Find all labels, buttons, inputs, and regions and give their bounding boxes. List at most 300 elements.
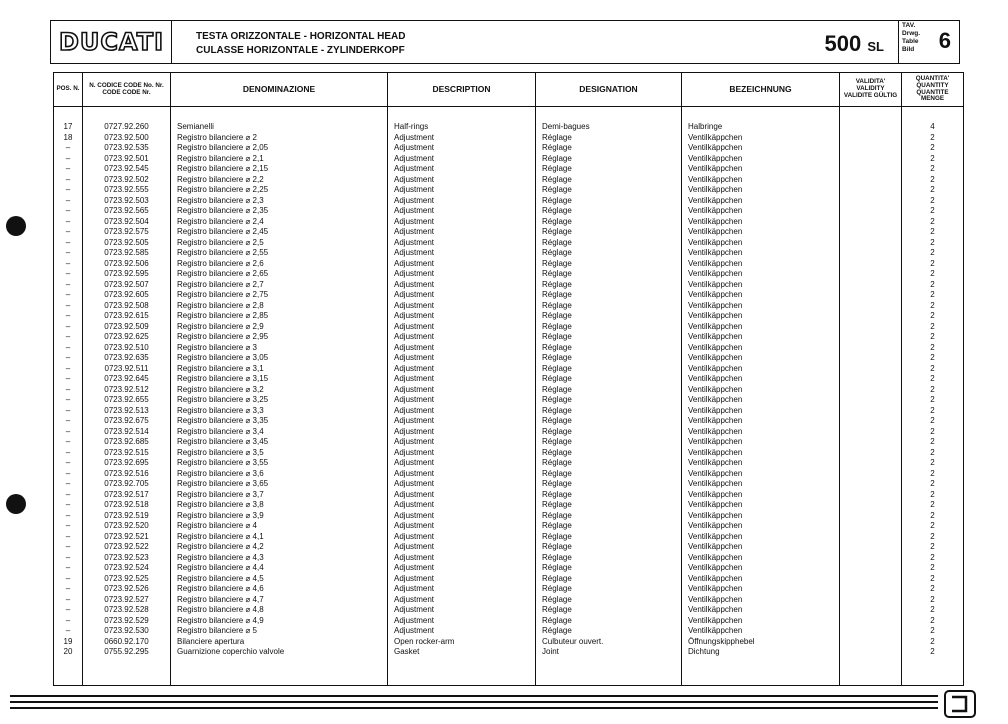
cell-desc: Adjustment [388, 542, 536, 553]
cell-qty: 2 [902, 553, 964, 564]
cell-bez: Ventilkäppchen [682, 322, 840, 333]
table-row [54, 647, 964, 658]
cell-pos: – [54, 427, 83, 438]
cell-desc: Adjustment [388, 395, 536, 406]
cell-desc: Adjustment [388, 133, 536, 144]
cell-val [840, 343, 902, 354]
cell-den: Registro bilanciere ⌀ 3,9 [171, 511, 388, 522]
cell-pos: – [54, 479, 83, 490]
table-row [54, 185, 964, 196]
cell-bez: Ventilkäppchen [682, 458, 840, 469]
cell-des: Demi-bagues [536, 122, 682, 133]
table-row [54, 511, 964, 522]
cell-bez: Ventilkäppchen [682, 406, 840, 417]
cell-val [840, 364, 902, 375]
cell-desc: Adjustment [388, 311, 536, 322]
cell-pos: – [54, 185, 83, 196]
table-row [54, 479, 964, 490]
cell-qty: 2 [902, 143, 964, 154]
cell-des: Culbuteur ouvert. [536, 637, 682, 648]
cell-code: 0723.92.527 [83, 595, 171, 606]
cell-code: 0723.92.535 [83, 143, 171, 154]
cell-bez: Ventilkäppchen [682, 248, 840, 259]
cell-desc: Gasket [388, 647, 536, 658]
cell-bez: Ventilkäppchen [682, 584, 840, 595]
cell-val [840, 647, 902, 658]
cell-den: Registro bilanciere ⌀ 2,55 [171, 248, 388, 259]
table-row [54, 374, 964, 385]
cell-des: Réglage [536, 427, 682, 438]
cell-val [840, 374, 902, 385]
cell-den: Registro bilanciere ⌀ 3,15 [171, 374, 388, 385]
cell-val [840, 175, 902, 186]
cell-des: Réglage [536, 448, 682, 459]
cell-pos: – [54, 595, 83, 606]
footer-rule [10, 701, 938, 703]
cell-den: Registro bilanciere ⌀ 2,9 [171, 322, 388, 333]
cell-desc: Adjustment [388, 605, 536, 616]
cell-des: Réglage [536, 196, 682, 207]
cell-val [840, 227, 902, 238]
cell-den: Registro bilanciere ⌀ 2,25 [171, 185, 388, 196]
cell-val [840, 500, 902, 511]
table-row [54, 395, 964, 406]
cell-qty: 2 [902, 238, 964, 249]
cell-desc: Adjustment [388, 469, 536, 480]
cell-qty: 2 [902, 406, 964, 417]
cell-desc: Adjustment [388, 227, 536, 238]
cell-pos: – [54, 238, 83, 249]
cell-bez: Ventilkäppchen [682, 143, 840, 154]
cell-des: Réglage [536, 385, 682, 396]
cell-val [840, 616, 902, 627]
cell-code: 0727.92.260 [83, 122, 171, 133]
cell-bez: Ventilkäppchen [682, 364, 840, 375]
cell-des: Réglage [536, 227, 682, 238]
table-row [54, 238, 964, 249]
cell-bez: Ventilkäppchen [682, 290, 840, 301]
parts-table [53, 72, 964, 686]
page-corner-icon [944, 690, 976, 718]
cell-desc: Adjustment [388, 143, 536, 154]
cell-code: 0723.92.529 [83, 616, 171, 627]
cell-desc: Adjustment [388, 500, 536, 511]
table-row [54, 563, 964, 574]
cell-val [840, 406, 902, 417]
cell-qty: 2 [902, 175, 964, 186]
cell-bez: Ventilkäppchen [682, 532, 840, 543]
cell-pos: – [54, 458, 83, 469]
cell-pos: – [54, 353, 83, 364]
table-header-row [54, 73, 964, 107]
cell-qty: 2 [902, 469, 964, 480]
cell-bez: Ventilkäppchen [682, 626, 840, 637]
cell-des: Réglage [536, 374, 682, 385]
cell-des: Réglage [536, 311, 682, 322]
table-row [54, 227, 964, 238]
cell-bez: Ventilkäppchen [682, 574, 840, 585]
cell-bez: Ventilkäppchen [682, 154, 840, 165]
cell-bez: Halbringe [682, 122, 840, 133]
cell-qty: 2 [902, 311, 964, 322]
cell-den: Registro bilanciere ⌀ 2,3 [171, 196, 388, 207]
cell-desc: Adjustment [388, 626, 536, 637]
cell-pos: – [54, 206, 83, 217]
cell-qty: 2 [902, 584, 964, 595]
cell-qty: 2 [902, 133, 964, 144]
cell-code: 0723.92.500 [83, 133, 171, 144]
binder-hole [6, 216, 26, 236]
cell-desc: Adjustment [388, 248, 536, 259]
tav-labels [902, 22, 920, 54]
cell-code: 0723.92.525 [83, 574, 171, 585]
cell-den: Registro bilanciere ⌀ 3,6 [171, 469, 388, 480]
cell-qty: 2 [902, 490, 964, 501]
cell-pos: – [54, 343, 83, 354]
col-quantita-header: QUANTITA' QUANTITY QUANTITE MENGE [902, 73, 964, 107]
cell-code: 0723.92.519 [83, 511, 171, 522]
cell-code: 0723.92.506 [83, 259, 171, 270]
cell-pos: – [54, 290, 83, 301]
cell-des: Réglage [536, 364, 682, 375]
cell-bez: Dichtung [682, 647, 840, 658]
cell-pos: – [54, 269, 83, 280]
cell-code: 0723.92.507 [83, 280, 171, 291]
cell-qty: 2 [902, 637, 964, 648]
cell-den: Registro bilanciere ⌀ 4,3 [171, 553, 388, 564]
cell-code: 0723.92.655 [83, 395, 171, 406]
table-row [54, 490, 964, 501]
cell-val [840, 469, 902, 480]
cell-bez: Ventilkäppchen [682, 521, 840, 532]
cell-des: Réglage [536, 563, 682, 574]
cell-code: 0723.92.514 [83, 427, 171, 438]
cell-bez: Ventilkäppchen [682, 542, 840, 553]
cell-den: Registro bilanciere ⌀ 2,5 [171, 238, 388, 249]
cell-qty: 2 [902, 458, 964, 469]
cell-bez: Ventilkäppchen [682, 553, 840, 564]
cell-pos: 20 [54, 647, 83, 658]
cell-des: Réglage [536, 133, 682, 144]
cell-code: 0723.92.521 [83, 532, 171, 543]
cell-qty: 2 [902, 500, 964, 511]
table-row [54, 637, 964, 648]
cell-qty: 2 [902, 616, 964, 627]
cell-des: Réglage [536, 532, 682, 543]
cell-code: 0723.92.504 [83, 217, 171, 228]
cell-bez: Ventilkäppchen [682, 280, 840, 291]
cell-qty: 2 [902, 185, 964, 196]
cell-des: Réglage [536, 584, 682, 595]
cell-pos: – [54, 469, 83, 480]
cell-den: Registro bilanciere ⌀ 4,6 [171, 584, 388, 595]
cell-bez: Ventilkäppchen [682, 133, 840, 144]
cell-code: 0723.92.555 [83, 185, 171, 196]
cell-den: Registro bilanciere ⌀ 2,45 [171, 227, 388, 238]
cell-qty: 2 [902, 353, 964, 364]
cell-desc: Adjustment [388, 280, 536, 291]
cell-pos: – [54, 332, 83, 343]
cell-den: Registro bilanciere ⌀ 3,55 [171, 458, 388, 469]
table-row [54, 259, 964, 270]
cell-pos: – [54, 521, 83, 532]
cell-pos: – [54, 448, 83, 459]
cell-code: 0723.92.523 [83, 553, 171, 564]
cell-val [840, 626, 902, 637]
table-row [54, 385, 964, 396]
cell-code: 0660.92.170 [83, 637, 171, 648]
cell-qty: 4 [902, 122, 964, 133]
cell-des: Réglage [536, 605, 682, 616]
table-row [54, 616, 964, 627]
cell-code: 0723.92.645 [83, 374, 171, 385]
cell-val [840, 290, 902, 301]
cell-des: Réglage [536, 217, 682, 228]
ducati-logo-box [50, 20, 172, 64]
cell-desc: Adjustment [388, 416, 536, 427]
cell-qty: 2 [902, 437, 964, 448]
cell-pos: – [54, 584, 83, 595]
cell-desc: Adjustment [388, 196, 536, 207]
cell-pos: – [54, 374, 83, 385]
cell-bez: Ventilkäppchen [682, 164, 840, 175]
cell-pos: – [54, 490, 83, 501]
cell-bez: Ventilkäppchen [682, 332, 840, 343]
table-body [54, 107, 964, 686]
cell-qty: 2 [902, 416, 964, 427]
cell-pos: – [54, 248, 83, 259]
cell-den: Registro bilanciere ⌀ 4,5 [171, 574, 388, 585]
cell-desc: Adjustment [388, 185, 536, 196]
cell-pos: – [54, 227, 83, 238]
table-row [54, 458, 964, 469]
cell-den: Registro bilanciere ⌀ 3,45 [171, 437, 388, 448]
cell-pos: – [54, 416, 83, 427]
cell-den: Registro bilanciere ⌀ 3,05 [171, 353, 388, 364]
cell-qty: 2 [902, 427, 964, 438]
cell-val [840, 196, 902, 207]
model-suffix: SL [867, 39, 884, 54]
cell-des: Réglage [536, 143, 682, 154]
title-block [171, 20, 899, 64]
cell-code: 0723.92.501 [83, 154, 171, 165]
cell-val [840, 385, 902, 396]
cell-den: Registro bilanciere ⌀ 2,05 [171, 143, 388, 154]
cell-desc: Adjustment [388, 238, 536, 249]
cell-den: Registro bilanciere ⌀ 2,65 [171, 269, 388, 280]
cell-qty: 2 [902, 269, 964, 280]
cell-bez: Ventilkäppchen [682, 259, 840, 270]
cell-den: Registro bilanciere ⌀ 4,2 [171, 542, 388, 553]
cell-val [840, 532, 902, 543]
cell-val [840, 395, 902, 406]
cell-desc: Adjustment [388, 269, 536, 280]
cell-desc: Adjustment [388, 437, 536, 448]
table-row [54, 469, 964, 480]
cell-code: 0723.92.585 [83, 248, 171, 259]
cell-bez: Ventilkäppchen [682, 500, 840, 511]
col-pos-header: POS. N. [54, 73, 83, 107]
cell-des: Réglage [536, 332, 682, 343]
cell-bez: Ventilkäppchen [682, 469, 840, 480]
table-row [54, 301, 964, 312]
cell-desc: Adjustment [388, 217, 536, 228]
cell-den: Bilanciere apertura [171, 637, 388, 648]
table-row [54, 584, 964, 595]
cell-bez: Ventilkäppchen [682, 206, 840, 217]
cell-des: Réglage [536, 175, 682, 186]
cell-desc: Adjustment [388, 521, 536, 532]
cell-qty: 2 [902, 574, 964, 585]
cell-qty: 2 [902, 322, 964, 333]
cell-bez: Ventilkäppchen [682, 427, 840, 438]
cell-bez: Ventilkäppchen [682, 227, 840, 238]
cell-qty: 2 [902, 280, 964, 291]
cell-den: Registro bilanciere ⌀ 3,25 [171, 395, 388, 406]
cell-qty: 2 [902, 521, 964, 532]
cell-des: Réglage [536, 395, 682, 406]
cell-desc: Adjustment [388, 154, 536, 165]
cell-desc: Adjustment [388, 332, 536, 343]
table-number-box [898, 20, 960, 64]
cell-code: 0723.92.518 [83, 500, 171, 511]
cell-val [840, 353, 902, 364]
cell-desc: Adjustment [388, 532, 536, 543]
cell-den: Registro bilanciere ⌀ 4,8 [171, 605, 388, 616]
filler-row [54, 658, 964, 686]
cell-val [840, 511, 902, 522]
cell-den: Registro bilanciere ⌀ 3,1 [171, 364, 388, 375]
cell-val [840, 259, 902, 270]
cell-den: Registro bilanciere ⌀ 4,9 [171, 616, 388, 627]
cell-code: 0723.92.517 [83, 490, 171, 501]
cell-desc: Adjustment [388, 479, 536, 490]
cell-qty: 2 [902, 605, 964, 616]
cell-qty: 2 [902, 154, 964, 165]
cell-den: Registro bilanciere ⌀ 3 [171, 343, 388, 354]
cell-code: 0723.92.505 [83, 238, 171, 249]
cell-desc: Adjustment [388, 563, 536, 574]
title-line-2: CULASSE HORIZONTALE - ZYLINDERKOPF [196, 45, 405, 56]
cell-bez: Ventilkäppchen [682, 238, 840, 249]
cell-desc: Open rocker-arm [388, 637, 536, 648]
cell-val [840, 595, 902, 606]
cell-val [840, 143, 902, 154]
cell-bez: Ventilkäppchen [682, 616, 840, 627]
table-row [54, 448, 964, 459]
cell-bez: Ventilkäppchen [682, 437, 840, 448]
table-row [54, 164, 964, 175]
table-row [54, 595, 964, 606]
cell-val [840, 458, 902, 469]
cell-den: Registro bilanciere ⌀ 2,95 [171, 332, 388, 343]
cell-code: 0723.92.575 [83, 227, 171, 238]
cell-pos: – [54, 395, 83, 406]
cell-des: Réglage [536, 259, 682, 270]
cell-qty: 2 [902, 332, 964, 343]
cell-desc: Adjustment [388, 511, 536, 522]
cell-code: 0723.92.508 [83, 301, 171, 312]
title-line-1: TESTA ORIZZONTALE - HORIZONTAL HEAD [196, 31, 406, 42]
cell-bez: Ventilkäppchen [682, 385, 840, 396]
cell-den: Registro bilanciere ⌀ 4,4 [171, 563, 388, 574]
cell-des: Réglage [536, 626, 682, 637]
cell-code: 0723.92.635 [83, 353, 171, 364]
cell-pos: – [54, 322, 83, 333]
cell-des: Réglage [536, 616, 682, 627]
cell-pos: – [54, 143, 83, 154]
cell-pos: – [54, 406, 83, 417]
cell-code: 0723.92.512 [83, 385, 171, 396]
cell-des: Réglage [536, 343, 682, 354]
table-row [54, 542, 964, 553]
cell-des: Réglage [536, 248, 682, 259]
cell-pos: 18 [54, 133, 83, 144]
cell-val [840, 574, 902, 585]
cell-qty: 2 [902, 301, 964, 312]
cell-den: Registro bilanciere ⌀ 2,2 [171, 175, 388, 186]
cell-den: Registro bilanciere ⌀ 4,1 [171, 532, 388, 543]
cell-des: Réglage [536, 542, 682, 553]
cell-des: Réglage [536, 185, 682, 196]
cell-qty: 2 [902, 532, 964, 543]
cell-pos: – [54, 311, 83, 322]
cell-pos: – [54, 563, 83, 574]
cell-qty: 2 [902, 626, 964, 637]
table-row [54, 343, 964, 354]
cell-desc: Adjustment [388, 574, 536, 585]
cell-des: Joint [536, 647, 682, 658]
cell-desc: Adjustment [388, 448, 536, 459]
table-row [54, 248, 964, 259]
cell-des: Réglage [536, 290, 682, 301]
cell-val [840, 248, 902, 259]
col-bezeichnung-header: BEZEICHNUNG [682, 73, 840, 107]
table-row [54, 427, 964, 438]
cell-val [840, 542, 902, 553]
table-row [54, 605, 964, 616]
cell-code: 0723.92.509 [83, 322, 171, 333]
cell-den: Guarnizione coperchio valvole [171, 647, 388, 658]
cell-qty: 2 [902, 448, 964, 459]
cell-val [840, 637, 902, 648]
cell-bez: Ventilkäppchen [682, 563, 840, 574]
table-row [54, 574, 964, 585]
cell-qty: 2 [902, 164, 964, 175]
cell-val [840, 427, 902, 438]
table-row [54, 206, 964, 217]
col-validita-header: VALIDITA' VALIDITY VALIDITE GÜLTIG [840, 73, 902, 107]
model-label [825, 31, 884, 57]
cell-den: Registro bilanciere ⌀ 3,7 [171, 490, 388, 501]
cell-bez: Ventilkäppchen [682, 217, 840, 228]
cell-den: Registro bilanciere ⌀ 3,8 [171, 500, 388, 511]
cell-code: 0723.92.515 [83, 448, 171, 459]
cell-val [840, 448, 902, 459]
cell-code: 0723.92.675 [83, 416, 171, 427]
cell-code: 0723.92.526 [83, 584, 171, 595]
cell-des: Réglage [536, 406, 682, 417]
cell-pos: – [54, 542, 83, 553]
cell-qty: 2 [902, 259, 964, 270]
table-row [54, 322, 964, 333]
table-row [54, 500, 964, 511]
cell-val [840, 479, 902, 490]
cell-qty: 2 [902, 196, 964, 207]
cell-desc: Adjustment [388, 584, 536, 595]
table-row [54, 437, 964, 448]
col-description-header: DESCRIPTION [388, 73, 536, 107]
